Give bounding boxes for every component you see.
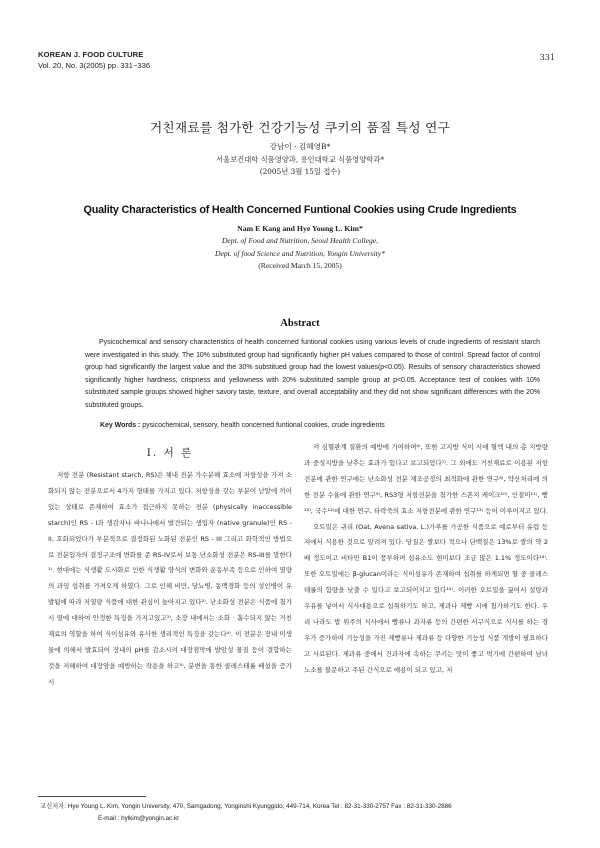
korean-title: 거친재료를 첨가한 건강기능성 쿠키의 품질 특성 연구	[149, 120, 451, 135]
keywords-list: pysicochemical, sensory, health concerned funtional cookies, crude ingredients	[140, 422, 385, 429]
journal-header	[38, 50, 238, 71]
right-paragraph-1: 켜 심혈관계 질환의 예방에 기여하며⁶⁾, 또한 고지방 식이 시에 혈액 내의 총 지방량과 중성지방을 낮추는 효과가 있다고 보고되었다⁷⁾. 그 외에도 거친재료로 이용된 저항 전분에 관한 연구에는 난소화성 전분 제조공정의 최적화에 관한 연구⁸⁾, 약산처리에 의한 전분 수율에 관한 연구⁹⁾, RS3형 저항전분을 첨가한 스폰지 케이크¹⁰⁾, 인절미¹¹⁾, 빵¹²⁾, 국수¹²⁾에 대한 연구, 타락죽의 효소 저항전분에 관한 연구¹³⁾ 등이 이루어지고 있다.	[304, 443, 548, 515]
english-affiliation-2: Dept. of food Science and Nutrition, Yongin University*	[215, 248, 385, 258]
journal-name: KOREAN J. FOOD CULTURE	[38, 50, 144, 59]
english-affiliation-1: Dept. of Food and Nutrition, Seoul Health College,	[221, 236, 379, 246]
footnote-email: E-mail : hylkim@yongin.ac.kr	[98, 815, 180, 822]
english-received: (Received March 15, 2005)	[258, 260, 342, 270]
keywords	[100, 422, 540, 429]
left-paragraph-1: 저항 전분 (Resistant starch, RS)은 체내 전분 가수분해 효소에 저항성을 가져 소화되지 않는 전분으로서 4가지 형태를 가지고 있다. 저항성을 갖는 부분이 낟알에 끼어있는 상태로 존재하여 효소가 접근하지 못하는 전분 (physically inaccessible starch)인 RS - I과 생감자나 바나나에서 발견되는 생입자 (native granule)인 RS - II, 호화되었다가 부분적으로 결정화된 노화된 전분인 RS - III 그리고 화학적인 방법으로 전분입자의 결정구조에 변화를 준 RS-IV로서 보통 난소화성 전분은 RS-III를 말한다¹⁾. 현대에는 식생활 도시화로 인한 식생활 양식의 변화와 운동부족 등으로 인하여 열량의 과잉 섭취를 가져오게 하였다. 그로 인해 비만, 당뇨병, 동맥경화 등의 성인병이 유발됨에 따라 저열량 식품에 대한 관심이 높아지고 있다²⁾. 난소화성 전분은 식품에 첨가시 열에 대하여 안정한 특징을 가지고있고³⁾, 소장 내에서는 소화 · 흡수되지 않는 거친재료의 역할을 하여 식이섬유와 유사한 생리적인 특징을 갖는다⁴⁾. 이 전분은 장내 미생물에 의해서 발효되어 장내의 pH를 감소시켜 대장점막에 발암성 물질 등이 결합하는 것을 저해하여 대장암을 예방하는 작용을 하고⁵⁾, 분변을 통한 콜레스테롤 배설을 증가시	[48, 471, 292, 686]
korean-affiliation: 서울보건대학 식품영양과, 용인대학교 식품영양학과*	[216, 154, 384, 164]
english-title: Quality Characteristics of Health Concerned Funtional Cookies using Crude Ingredients	[83, 204, 517, 216]
left-column	[48, 440, 292, 691]
right-column	[304, 440, 548, 679]
korean-received: (2005년 3월 15일 접수)	[259, 167, 341, 176]
page-number: 331	[539, 53, 555, 62]
footnote-divider	[38, 796, 146, 797]
abstract-body: Pysicochemical and sensory characteristics of health concerned funtional cookies using various levels of crude ingredients of resistant starch were investigated in this study. The 10% substituted group had significantly higher pH values compared to those of control. Spread factor of control group had significantly the largest value and the 30% substitued group had the lowest values(p<0.05). Results of sensory characteristics showed significantly higher hardness, crispness and yellowness with 20% substituted sample group at p<0.05. Acceptance test of cookies with 10% substituted sample groups showed higher savory taste, texture, and overall acceptability and they did not show significant differences with the 20% substituted groups.	[85, 339, 540, 409]
right-paragraph-2: 오트밀은 귀리 (Oat, Avena sativa, L.)가루를 가공한 식품으로 예로부터 유럽 등지에서 식용한 것으로 알려져 있다. 당질은 쌀보다 적으나 단백질은 13%로 쌀의 약 2배 정도이고 비타민 B1이 풍부하며 섬유소도 현미보다 조금 많은 1.1% 정도이다¹⁴⁾. 또한 오트밀에는 β-glucan이라는 식이섬유가 존재하여 섭취를 하게되면 혈 중 콜레스테롤의 함량을 낮출 수 있다고 보고되어지고 있다¹⁵⁾. 이러한 오트밀을 끓여서 설탕과 우유를 넣어서 식사대용으로 섭취하기도 하고, 제과나 제빵 시에 첨가하기도 한다. 우리 나라도 밥 위주의 식사에서 빵류나 과자류 등의 간편한 서구식으로 식사를 하는 경우가 증가하여 기능성을 가진 제빵류나 제과류 등 다양한 기능성 식품 개발이 필요하다고 사료된다. 제과류 중에서 건과자에 속하는 쿠키는 맛이 좋고 먹기에 간편하여 남녀노소를 불문하고 주된 간식으로 애용이 되고 있고, 저	[304, 522, 548, 674]
english-authors: Nam E Kang and Hye Young L. Kim*	[237, 224, 363, 233]
keywords-label: Key Words :	[100, 422, 141, 429]
footnote	[40, 801, 560, 825]
section-heading-introduction: I. 서 론	[146, 447, 194, 459]
volume-info: Vol. 20, No. 3(2005) pp. 331~336	[38, 60, 151, 70]
korean-meta	[0, 141, 600, 179]
footnote-corresponding: 교신저자: Hye Young L. Kim, Yongin University, 470, Samgadong, Yonginshi Kyunggido, 449-714, Korea Tel : 82-31-330-2757 Fax : 82-31-330-2886	[40, 803, 452, 810]
korean-authors: 강남이 · 김혜영B*	[269, 142, 331, 151]
abstract-heading: Abstract	[280, 318, 320, 329]
english-meta	[0, 223, 600, 272]
